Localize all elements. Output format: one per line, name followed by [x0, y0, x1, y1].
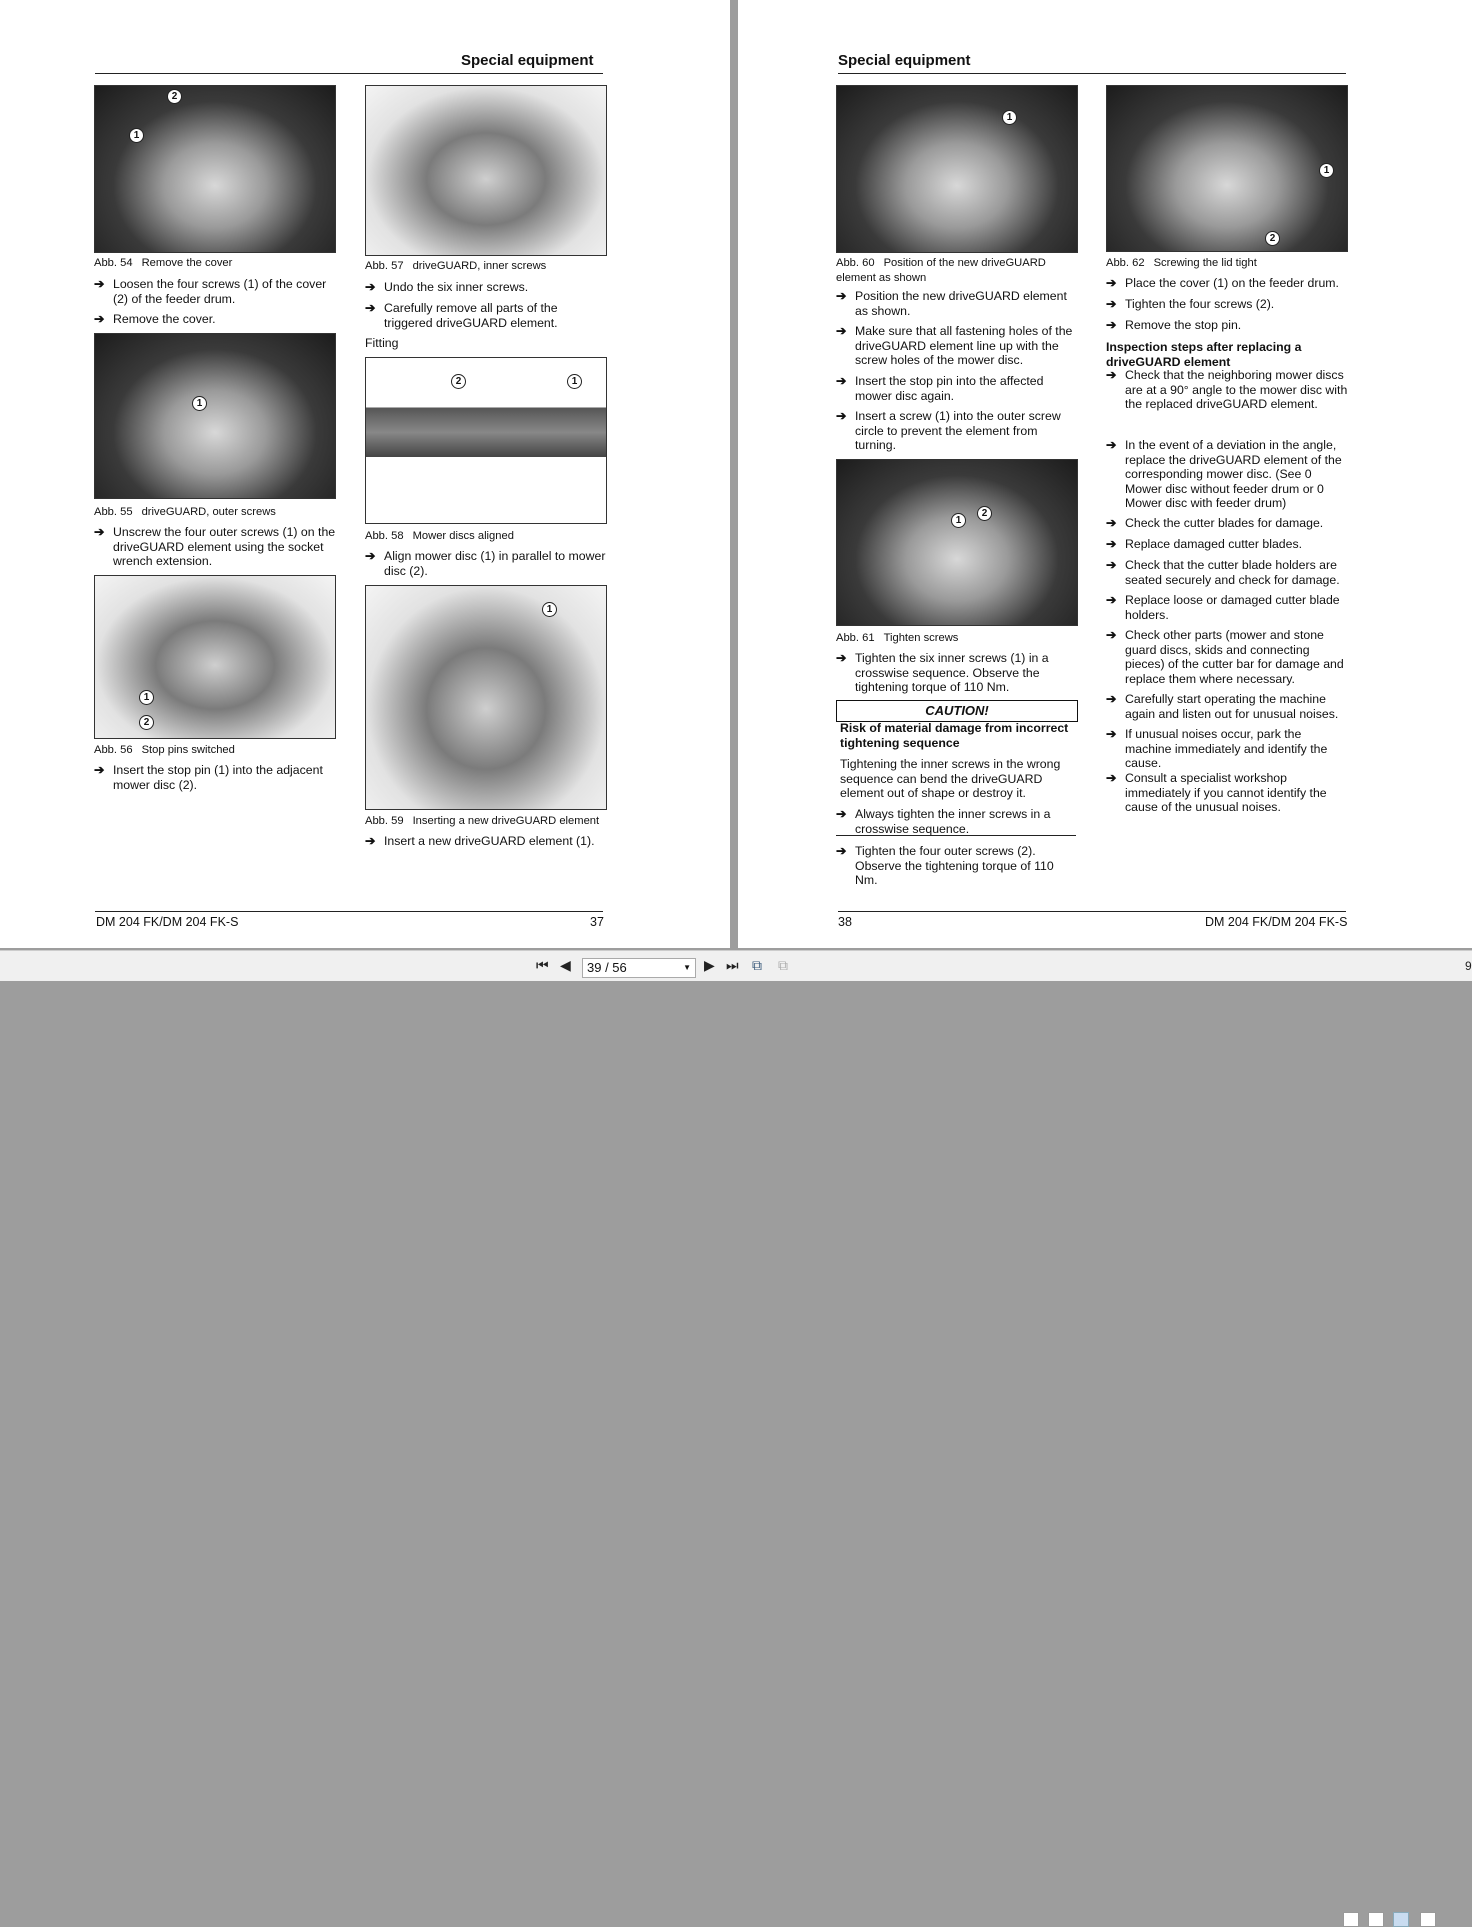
- step-text: Tighten the six inner screws (1) in a crosswise sequence. Observe the tightening torque of 110 Nm.: [855, 651, 1049, 694]
- arrow-right-icon: ➔: [1106, 558, 1117, 572]
- figure-caption: [836, 631, 1078, 646]
- arrow-right-icon: ➔: [1106, 368, 1117, 382]
- instruction-step: [1106, 537, 1348, 552]
- arrow-right-icon: ➔: [1106, 692, 1117, 706]
- callout-label: 2: [167, 89, 182, 104]
- instruction-step: [94, 763, 336, 792]
- figure-caption: [94, 256, 336, 271]
- step-text: Tighten the four screws (2).: [1125, 297, 1275, 311]
- arrow-right-icon: ➔: [1106, 438, 1117, 452]
- figure-number: Abb. 58: [365, 530, 404, 542]
- instruction-step: [836, 844, 1078, 888]
- step-text: Carefully start operating the machine again and listen out for unusual noises.: [1125, 692, 1339, 721]
- arrow-right-icon: ➔: [365, 549, 376, 563]
- caption-text: Screwing the lid tight: [1153, 257, 1257, 269]
- step-text: Align mower disc (1) in parallel to mower disc (2).: [384, 549, 606, 578]
- step-text: Unscrew the four outer screws (1) on the driveGUARD element using the socket wrench extension.: [113, 525, 336, 568]
- body-text: Fitting: [365, 336, 399, 350]
- instruction-step: [836, 289, 1078, 318]
- figure-photo: [94, 85, 336, 253]
- figure-photo: [365, 85, 607, 256]
- footer-rule: [95, 911, 603, 912]
- figure-photo: [365, 357, 607, 524]
- step-text: Carefully remove all parts of the triggered driveGUARD element.: [384, 301, 558, 330]
- callout-label: 1: [542, 602, 557, 617]
- arrow-right-icon: ➔: [1106, 276, 1117, 290]
- instruction-step: [94, 525, 336, 569]
- figure-caption: [365, 814, 607, 829]
- arrow-right-icon: ➔: [94, 763, 105, 777]
- figure-number: Abb. 62: [1106, 257, 1145, 269]
- arrow-right-icon: ➔: [1106, 593, 1117, 607]
- caption-text: Inserting a new driveGUARD element: [412, 815, 600, 827]
- figure-photo: [836, 459, 1078, 626]
- caution-end-rule: [836, 835, 1076, 836]
- caption-text: Mower discs aligned: [412, 530, 514, 542]
- instruction-step: [365, 549, 607, 578]
- instruction-step: [1106, 558, 1348, 587]
- figure-photo: [836, 85, 1078, 253]
- book-view-icon[interactable]: [1420, 1912, 1436, 1927]
- footer-title: DM 204 FK/DM 204 FK-S: [1205, 915, 1348, 929]
- footer-rule: [838, 911, 1346, 912]
- arrow-right-icon: ➔: [365, 834, 376, 848]
- figure-caption: [836, 256, 1078, 285]
- body-text: Tightening the inner screws in the wrong sequence can bend the driveGUARD element out of shape or destroy it.: [840, 757, 1061, 800]
- figure-photo: [94, 333, 336, 499]
- instruction-step: [836, 651, 1078, 695]
- page-indicator: 39 / 56: [587, 960, 627, 975]
- facing-view-icon[interactable]: [1393, 1912, 1409, 1927]
- arrow-right-icon: ➔: [1106, 318, 1117, 332]
- step-text: Make sure that all fastening holes of the driveGUARD element line up with the screw holes of the mower disc.: [855, 324, 1073, 367]
- instruction-step: [1106, 593, 1348, 622]
- arrow-right-icon: ➔: [1106, 727, 1117, 741]
- arrow-right-icon: ➔: [836, 409, 847, 423]
- instruction-step: [836, 374, 1078, 403]
- last-page-icon[interactable]: ⏭: [726, 957, 739, 973]
- instruction-step: [365, 834, 607, 849]
- figure-caption: [1106, 256, 1348, 271]
- chevron-down-icon: ▼: [683, 963, 691, 972]
- instruction-step: [94, 277, 336, 306]
- figure-number: Abb. 61: [836, 632, 875, 644]
- page-number-select[interactable]: [582, 958, 696, 978]
- previous-page-icon[interactable]: ◀: [560, 957, 571, 973]
- arrow-right-icon: ➔: [836, 844, 847, 858]
- arrow-right-icon: ➔: [836, 324, 847, 338]
- step-text: Undo the six inner screws.: [384, 280, 529, 294]
- figure-photo: [1106, 85, 1348, 252]
- page-number: 38: [838, 915, 852, 929]
- step-text: Remove the cover.: [113, 312, 216, 326]
- callout-label: 1: [139, 690, 154, 705]
- pdf-page-38: [738, 0, 1472, 948]
- figure-caption: [365, 529, 607, 544]
- figure-photo: [365, 585, 607, 810]
- instruction-step: [94, 312, 336, 327]
- page-number: 37: [590, 915, 604, 929]
- section-heading: Risk of material damage from incorrect tightening sequence: [840, 721, 1069, 750]
- step-text: Always tighten the inner screws in a crosswise sequence.: [855, 807, 1051, 836]
- callout-label: 2: [1265, 231, 1280, 246]
- step-text: Check that the cutter blade holders are seated securely and check for damage.: [1125, 558, 1340, 587]
- single-page-view-icon[interactable]: [1343, 1912, 1359, 1927]
- figure-number: Abb. 56: [94, 744, 133, 756]
- arrow-right-icon: ➔: [836, 807, 847, 821]
- pdf-toolbar: [0, 950, 1472, 981]
- step-text: Check that the neighboring mower discs are at a 90° angle to the mower disc with the replaced driveGUARD element.: [1125, 368, 1348, 411]
- zoom-value[interactable]: 9: [1465, 959, 1472, 973]
- arrow-right-icon: ➔: [1106, 628, 1117, 642]
- header-rule: [838, 73, 1346, 74]
- arrow-right-icon: ➔: [836, 374, 847, 388]
- step-text: Replace loose or damaged cutter blade holders.: [1125, 593, 1340, 622]
- caption-text: Remove the cover: [141, 257, 233, 269]
- step-text: If unusual noises occur, park the machine immediately and identify the cause.: [1125, 727, 1328, 770]
- instruction-step: [1106, 438, 1348, 511]
- instruction-step: [836, 324, 1078, 368]
- step-text: Check the cutter blades for damage.: [1125, 516, 1324, 530]
- arrow-right-icon: ➔: [94, 312, 105, 326]
- footer-title: DM 204 FK/DM 204 FK-S: [96, 915, 239, 929]
- instruction-step: [1106, 692, 1348, 721]
- caption-text: driveGUARD, inner screws: [412, 260, 547, 272]
- instruction-step: [1106, 771, 1348, 815]
- arrow-right-icon: ➔: [1106, 516, 1117, 530]
- step-text: Remove the stop pin.: [1125, 318, 1242, 332]
- back-view-icon[interactable]: ⧉: [752, 957, 762, 973]
- figure-caption: [365, 259, 607, 274]
- caution-label: CAUTION!: [836, 700, 1078, 722]
- instruction-step: [365, 301, 607, 330]
- figure-number: Abb. 59: [365, 815, 404, 827]
- callout-label: 2: [977, 506, 992, 521]
- step-text: Insert the stop pin into the affected mower disc again.: [855, 374, 1044, 403]
- figure-caption: [94, 505, 336, 520]
- figure-number: Abb. 54: [94, 257, 133, 269]
- callout-label: 1: [567, 374, 582, 389]
- arrow-right-icon: ➔: [1106, 537, 1117, 551]
- continuous-view-icon[interactable]: [1368, 1912, 1384, 1927]
- instruction-step: [836, 807, 1078, 836]
- arrow-right-icon: ➔: [94, 277, 105, 291]
- caption-text: Tighten screws: [883, 632, 959, 644]
- arrow-right-icon: ➔: [365, 280, 376, 294]
- caption-text: Position of the new driveGUARD element as shown: [836, 257, 1046, 284]
- page-header: Special equipment: [838, 52, 971, 69]
- step-text: Place the cover (1) on the feeder drum.: [1125, 276, 1339, 290]
- callout-label: 1: [1319, 163, 1334, 178]
- figure-caption: [94, 743, 336, 758]
- callout-label: 2: [139, 715, 154, 730]
- callout-label: 1: [129, 128, 144, 143]
- callout-label: 1: [951, 513, 966, 528]
- figure-number: Abb. 60: [836, 257, 875, 269]
- arrow-right-icon: ➔: [1106, 297, 1117, 311]
- step-text: Replace damaged cutter blades.: [1125, 537, 1303, 551]
- step-text: Insert the stop pin (1) into the adjacent mower disc (2).: [113, 763, 323, 792]
- callout-label: 2: [451, 374, 466, 389]
- step-text: Loosen the four screws (1) of the cover (2) of the feeder drum.: [113, 277, 327, 306]
- arrow-right-icon: ➔: [836, 651, 847, 665]
- callout-label: 1: [192, 396, 207, 411]
- page-header: Special equipment: [461, 52, 594, 69]
- arrow-right-icon: ➔: [836, 289, 847, 303]
- step-text: Consult a specialist workshop immediately if you cannot identify the cause of the unusual noises.: [1125, 771, 1327, 814]
- step-text: Check other parts (mower and stone guard discs, skids and connecting pieces) of the cutter bar for damage and replace them where necessary.: [1125, 628, 1344, 686]
- arrow-right-icon: ➔: [1106, 771, 1117, 785]
- step-text: In the event of a deviation in the angle, replace the driveGUARD element of the corresponding mower disc. (See 0 Mower disc without feeder drum or 0 Mower disc with feeder drum): [1125, 438, 1342, 510]
- figure-number: Abb. 55: [94, 506, 133, 518]
- instruction-step: [1106, 318, 1348, 333]
- instruction-step: [1106, 516, 1348, 531]
- instruction-step: [365, 280, 607, 295]
- next-page-icon[interactable]: ▶: [704, 957, 715, 973]
- step-text: Insert a screw (1) into the outer screw circle to prevent the element from turning.: [855, 409, 1061, 452]
- arrow-right-icon: ➔: [365, 301, 376, 315]
- step-text: Tighten the four outer screws (2). Observe the tightening torque of 110 Nm.: [855, 844, 1054, 887]
- figure-photo: [94, 575, 336, 739]
- first-page-icon[interactable]: ⏮: [536, 957, 549, 973]
- instruction-step: [1106, 368, 1348, 412]
- caption-text: Stop pins switched: [141, 744, 235, 756]
- instruction-step: [1106, 628, 1348, 686]
- callout-label: 1: [1002, 110, 1017, 125]
- step-text: Position the new driveGUARD element as shown.: [855, 289, 1067, 318]
- header-rule: [95, 73, 603, 74]
- instruction-step: [1106, 276, 1348, 291]
- arrow-right-icon: ➔: [94, 525, 105, 539]
- instruction-step: [1106, 727, 1348, 771]
- step-text: Insert a new driveGUARD element (1).: [384, 834, 595, 848]
- instruction-step: [836, 409, 1078, 453]
- figure-number: Abb. 57: [365, 260, 404, 272]
- forward-view-icon[interactable]: ⧉: [778, 957, 788, 973]
- instruction-step: [1106, 297, 1348, 312]
- pdf-page-37: [0, 0, 730, 948]
- section-heading: Inspection steps after replacing a driveGUARD element: [1106, 340, 1302, 369]
- caption-text: driveGUARD, outer screws: [141, 506, 276, 518]
